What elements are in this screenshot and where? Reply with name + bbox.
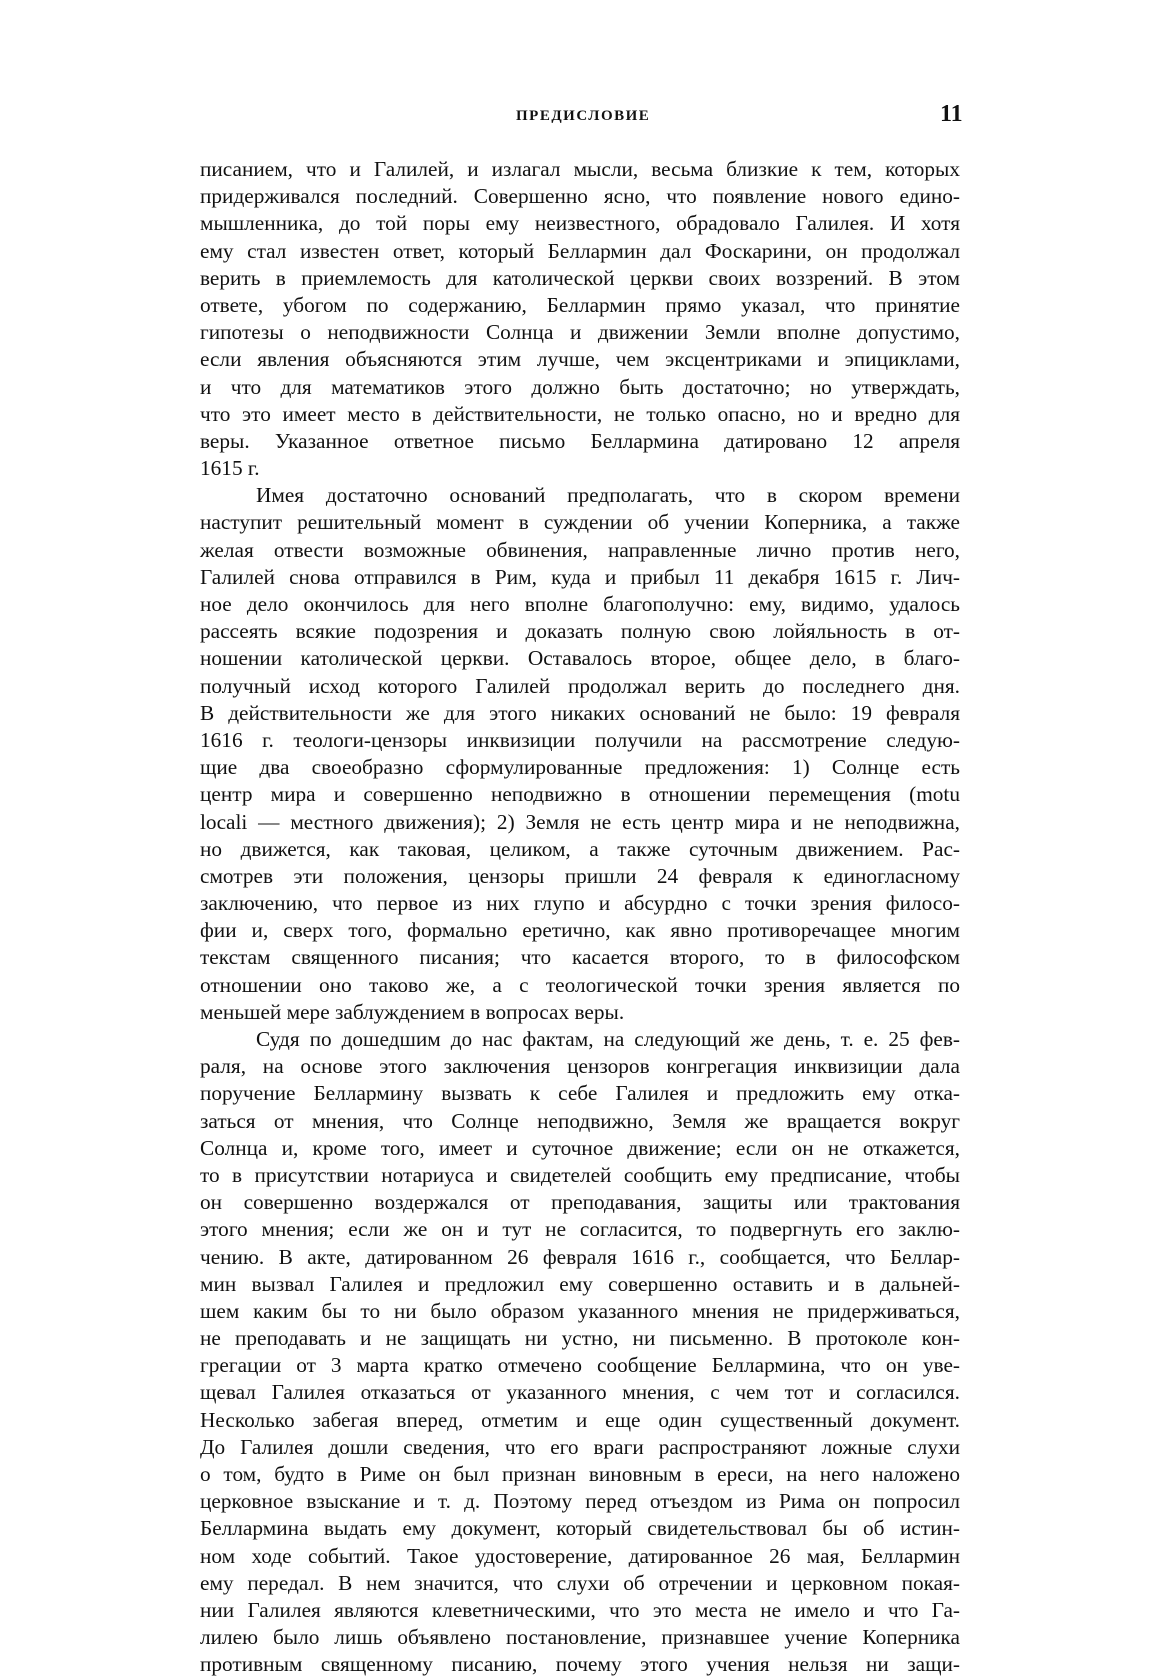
text-line: придерживался последний. Совершенно ясно, что появление нового едино- [200, 184, 960, 209]
text-line: противным священному писанию, почему этого учения нельзя ни защи- [200, 1652, 960, 1677]
text-line: центр мира и совершенно неподвижно в отношении перемещения (motu [200, 782, 960, 807]
text-line: текстам священного писания; что касается второго, то в философском [200, 945, 960, 970]
text-line: Судя по дошедшим до нас фактам, на следующий же день, т. е. 25 фев- [256, 1027, 960, 1051]
text-line: заключению, что первое из них глупо и абсурдно с точки зрения филосо- [200, 891, 960, 916]
text-line: заться от мнения, что Солнце неподвижно, Земля же вращается вокруг [200, 1108, 960, 1133]
text-line: 1615 г. [200, 456, 260, 481]
text-line: меньшей мере заблуждением в вопросах веры. [200, 999, 625, 1024]
text-line: веры. Указанное ответное письмо Беллармина датировано 12 апреля [200, 428, 960, 453]
text-line: грегации от 3 марта кратко отмечено сообщение Беллармина, что он уве- [200, 1353, 960, 1378]
text-line: лилею было лишь объявлено постановление, признавшее учение Коперника [200, 1625, 960, 1650]
text-line: получный исход которого Галилей продолжал верить до последнего дня. [200, 673, 960, 698]
text-line: и что для математиков этого должно быть достаточно; но утверждать, [200, 374, 960, 399]
text-line: раля, на основе этого заключения цензоров конгрегация инквизиции дала [200, 1054, 960, 1079]
text-line: ему стал известен ответ, который Беллармин дал Фоскарини, он продолжал [200, 238, 960, 263]
text-line: ответе, убогом по содержанию, Беллармин прямо указал, что принятие [200, 292, 960, 317]
text-line: ношении католической церкви. Оставалось второе, общее дело, в благо- [200, 646, 960, 671]
text-line: шем каким бы то ни было образом указанного мнения не придерживаться, [200, 1298, 960, 1323]
text-line: писанием, что и Галилей, и излагал мысли, весьма близкие к тем, которых [200, 157, 960, 181]
text-line: желая отвести возможные обвинения, направленные лично против него, [200, 537, 960, 562]
text-line: верить в приемлемость для католической церкви своих воззрений. В этом [200, 265, 960, 290]
text-line: мышленника, до той поры ему неизвестного, обрадовало Галилея. И хотя [200, 211, 960, 236]
text-line: нии Галилея являются клеветническими, что это места не имело и что Га- [200, 1597, 960, 1622]
text-line: В действительности же для этого никаких оснований не было: 19 февраля [200, 700, 960, 725]
text-line: Беллармина выдать ему документ, который свидетельствовал бы об истин- [200, 1516, 960, 1541]
text-line: ное дело окончилось для него вполне благополучно: ему, видимо, удалось [200, 592, 960, 616]
text-line: гипотезы о неподвижности Солнца и движении Земли вполне допустимо, [200, 320, 960, 345]
body-text [200, 156, 960, 1679]
text-line: щие два своеобразно сформулированные предложения: 1) Солнце есть [200, 755, 960, 780]
text-line: церковное взыскание и т. д. Поэтому перед отъездом из Рима он попросил [200, 1489, 960, 1514]
text-line: поручение Беллармину вызвать к себе Галилея и предложить ему отка- [200, 1081, 960, 1106]
page-number: 11 [940, 101, 963, 127]
text-line: Имея достаточно оснований предполагать, что в скором времени [256, 483, 960, 508]
text-line: он совершенно воздержался от преподавания, защиты или трактования [200, 1190, 960, 1215]
text-line: не преподавать и не защищать ни устно, ни письменно. В протоколе кон- [200, 1326, 960, 1351]
text-line: ном ходе событий. Такое удостоверение, датированное 26 мая, Беллармин [200, 1543, 960, 1568]
text-line: щевал Галилея отказаться от указанного мнения, с чем тот и согласился. [200, 1380, 960, 1405]
text-line: Галилей снова отправился в Рим, куда и прибыл 11 декабря 1615 г. Лич- [200, 564, 960, 589]
text-line: то в присутствии нотариуса и свидетелей сообщить ему предписание, чтобы [200, 1162, 960, 1187]
text-line: смотрев эти положения, цензоры пришли 24 февраля к единогласному [200, 863, 960, 888]
text-line: но движется, как таковая, целиком, а также суточным движением. Рас- [200, 836, 960, 861]
text-line: Несколько забегая вперед, отметим и еще один существенный документ. [200, 1407, 960, 1432]
running-header-title: ПРЕДИСЛОВИЕ [516, 108, 651, 124]
text-line: locali — местного движения); 2) Земля не есть центр мира и не неподвижна, [200, 809, 960, 834]
text-line: До Галилея дошли сведения, что его враги распространяют ложные слухи [200, 1434, 960, 1459]
text-line: Солнца и, кроме того, имеет и суточное движение; если он не откажется, [200, 1135, 960, 1160]
text-line: чению. В акте, датированном 26 февраля 1616 г., сообщается, что Беллар- [200, 1244, 960, 1269]
text-line: этого мнения; если же он и тут не согласится, то подвергнуть его заклю- [200, 1217, 960, 1242]
text-line: мин вызвал Галилея и предложил ему совершенно оставить и в дальней- [200, 1271, 960, 1296]
text-line: если явления объясняются этим лучше, чем эксцентриками и эпициклами, [200, 347, 960, 372]
text-line: рассеять всякие подозрения и доказать полную свою лойяльность в от- [200, 619, 960, 644]
text-line: что это имеет место в действительности, не только опасно, но и вредно для [200, 401, 960, 426]
text-line: наступит решительный момент в суждении об учении Коперника, а также [200, 510, 960, 535]
text-line: о том, будто в Риме он был признан виновным в ереси, на него наложено [200, 1462, 960, 1486]
text-line: фии и, сверх того, формально еретично, как явно противоречащее многим [200, 918, 960, 943]
text-line: 1616 г. теологи-цензоры инквизиции получили на рассмотрение следую- [200, 727, 960, 752]
text-line: ему передал. В нем значится, что слухи об отречении и церковном покая- [200, 1570, 960, 1595]
text-line: отношении оно таково же, а с теологической точки зрения является по [200, 972, 960, 997]
